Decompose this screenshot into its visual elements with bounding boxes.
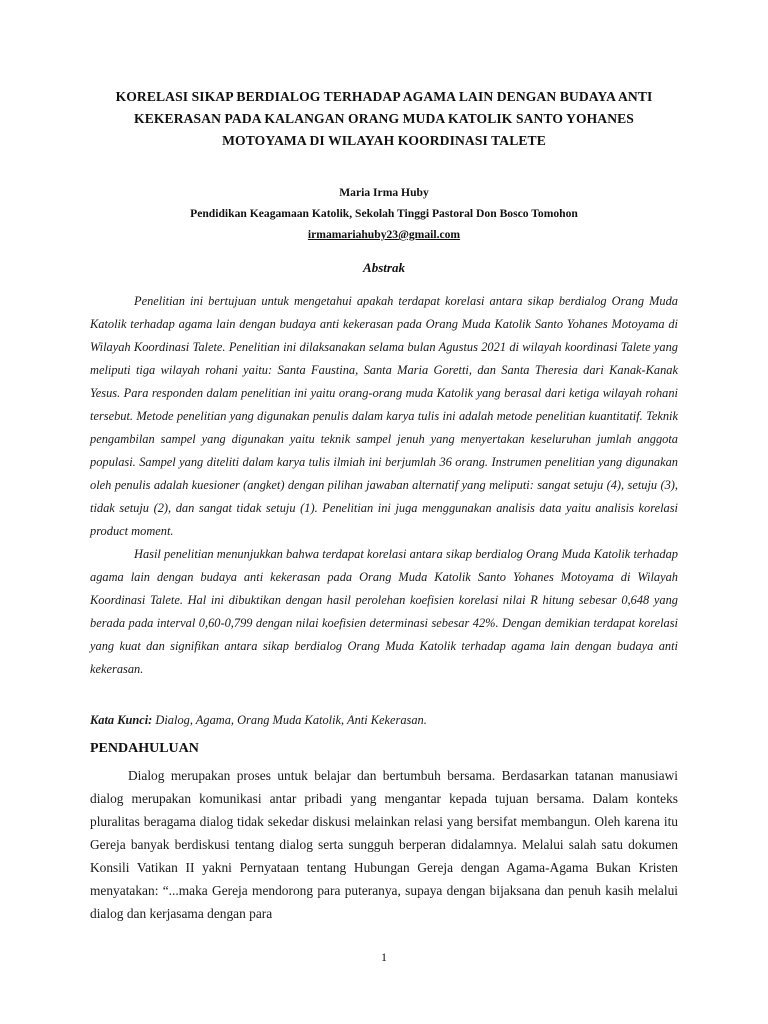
page-number: 1 xyxy=(381,950,387,964)
keywords-label: Kata Kunci: xyxy=(90,713,153,727)
abstract-paragraph-1: Penelitian ini bertujuan untuk mengetahui apakah terdapat korelasi antara sikap berdialog Orang Muda Katolik terhadap agama lain dengan budaya anti kekerasan pada Orang Muda Katolik Santo Yohanes Motoyama di Wilayah Koordinasi Talete. Penelitian ini dilaksanakan selama bulan Agustus 2021 di wilayah koordinasi Talete yang meliputi tiga wilayah rohani yaitu: Santa Faustina, Santa Maria Goretti, dan Santa Theresia dari Kanak-Kanak Yesus. Para responden dalam penelitian ini yaitu orang-orang muda Katolik yang berasal dari ketiga wilayah rohani tersebut. Metode penelitian yang digunakan penulis dalam karya tulis ini adalah metode penelitian kuantitatif. Teknik pengambilan sampel yang digunakan yaitu teknik sampel jenuh yang menyertakan keseluruhan jumlah anggota populasi. Sampel yang diteliti dalam karya tulis ilmiah ini berjumlah 36 orang. Instrumen penelitian yang digunakan oleh penulis adalah kuesioner (angket) dengan pilihan jawaban alternatif yang meliputi: sangat setuju (4), setuju (3), tidak setuju (2), dan sangat tidak setuju (1). Penelitian ini juga menggunakan analisis data yaitu analisis korelasi product moment. xyxy=(90,294,678,538)
section-heading: PENDAHULUAN xyxy=(90,741,199,756)
keywords-text: Dialog, Agama, Orang Muda Katolik, Anti Kekerasan. xyxy=(152,713,427,727)
author-name: Maria Irma Huby xyxy=(339,186,429,199)
body-text xyxy=(90,764,678,925)
abstract-body xyxy=(90,290,678,681)
body-paragraph-1: Dialog merupakan proses untuk belajar dan bertumbuh bersama. Berdasarkan tatanan manusiawi dialog merupakan komunikasi antar pribadi yang mengantar kepada tujuan bersama. Dalam konteks pluralitas beragama dialog tidak sekedar diskusi melainkan relasi yang bersifat membangun. Oleh karena itu Gereja banyak berdiskusi tentang dialog serta sungguh berperan didalamnya. Melalui salah satu dokumen Konsili Vatikan II yakni Pernyataan tentang Hubungan Gereja dengan Agama-Agama Bukan Kristen menyatakan: “...maka Gereja mendorong para puteranya, supaya dengan bijaksana dan penuh kasih melalui dialog dan kerjasama dengan para xyxy=(90,768,678,921)
keywords xyxy=(90,710,678,730)
abstract-paragraph-2: Hasil penelitian menunjukkan bahwa terdapat korelasi antara sikap berdialog Orang Muda Katolik terhadap agama lain dengan budaya anti kekerasan pada Orang Muda Katolik Santo Yohanes Motoyama di Wilayah Koordinasi Talete. Hal ini dibuktikan dengan hasil perolehan koefisien korelasi nilai R hitung sebesar 0,648 yang berada pada interval 0,60-0,799 dengan nilai koefisien determinasi sebesar 42%. Dengan demikian terdapat korelasi yang kuat dan signifikan antara sikap berdialog Orang Muda Katolik terhadap agama lain dengan budaya anti kekerasan. xyxy=(90,547,678,676)
author-affiliation: Pendidikan Keagamaan Katolik, Sekolah Tinggi Pastoral Don Bosco Tomohon xyxy=(190,207,578,220)
author-email-link[interactable]: irmamariahuby23@gmail.com xyxy=(307,228,461,241)
abstract-heading: Abstrak xyxy=(363,260,405,275)
title-line-1: KORELASI SIKAP BERDIALOG TERHADAP AGAMA LAIN DENGAN BUDAYA ANTI xyxy=(115,89,653,104)
author-block xyxy=(90,182,678,245)
title-line-3: MOTOYAMA DI WILAYAH KOORDINASI TALETE xyxy=(222,133,546,148)
title-line-2: KEKERASAN PADA KALANGAN ORANG MUDA KATOLIK SANTO YOHANES xyxy=(134,111,634,126)
paper-title xyxy=(90,86,678,152)
